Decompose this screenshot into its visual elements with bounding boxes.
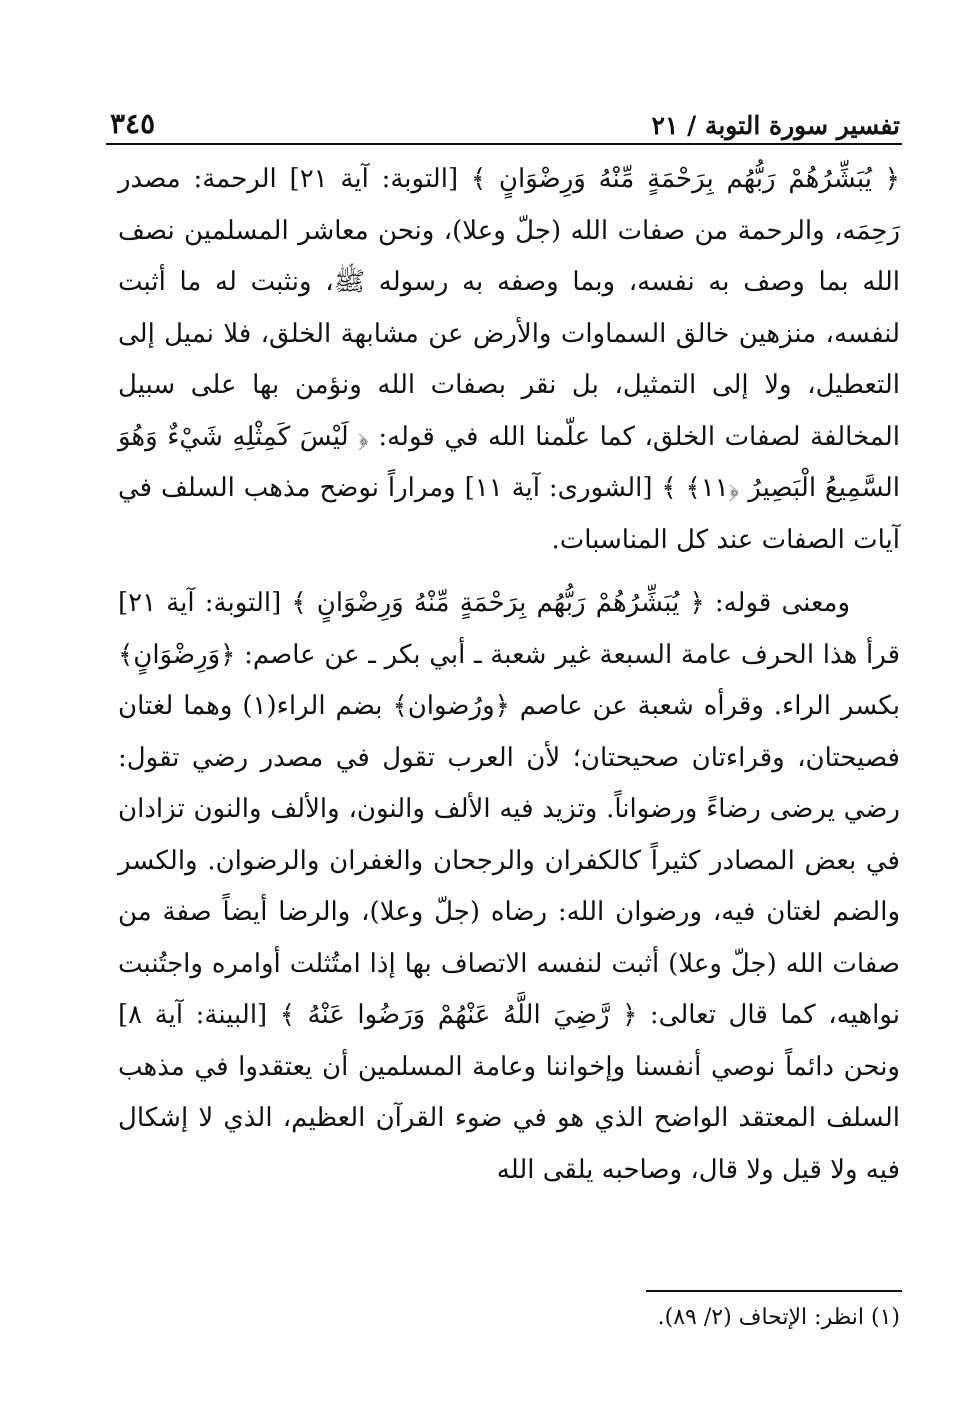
text-line: ومعنى قوله: ﴿ يُبَشِّرُهُمْ رَبُّهُم بِرَحْمَةٍ مِّنْهُ وَرِضْوَانٍ ﴾ [التوبة: <box>204 588 850 618</box>
text-line: لغتان فيه، ورضوان الله: رضاه (جلّ وعلا)، والرضا أيضاً صفة من <box>118 897 822 927</box>
text-line: مشابهة الخلق، فلا نميل إلى التعطيل، ولا إلى التمثيل، بل نقر <box>118 318 900 400</box>
text-line: العظيم، الذي لا إشكال فيه ولا قيل ولا قال، وصاحبه يلقى الله <box>118 1103 900 1185</box>
text-line: عاصم: ﴿وَرِضْوَانٍ﴾ بكسر الراء. وقرأه شعبة عن عاصم ﴿ورُضوان﴾ <box>118 639 901 721</box>
text-line: يعتقدوا في مذهب السلف المعتقد الواضح الذي هو في ضوء القرآن <box>118 1051 900 1133</box>
footnote: (١) انظر: الإتحاف (٢/ ٨٩). <box>657 1305 900 1330</box>
text-line: صفات الله (جلّ وعلا) أثبت لنفسه الاتصاف بها إذا امتُثلت أوامره <box>211 948 900 979</box>
text-line: [الشورى: آية ١١] ومراراً نوضح مذهب السلف في آيات الصفات <box>118 473 900 555</box>
paragraph-1 <box>118 154 900 566</box>
text-line: العرب تقول في مصدر رضي تقول: رضي يرضى رضاءً ورضواناً. <box>118 742 900 824</box>
text-line: ﴿ يُبَشِّرُهُمْ رَبُّهُم بِرَحْمَةٍ مِّنْهُ وَرِضْوَانٍ ﴾ [التوبة: آية ٢١] الرحمة: <box>193 164 900 194</box>
text-line: الله في قوله: ﴿ لَيْسَ كَمِثْلِهِ شَيْءٌ وَهُوَ السَّمِيعُ الْبَصِيرُ ﴿١١﴾ ﴾ <box>118 421 900 503</box>
text-line: بصفات الله ونؤمن بها على سبيل المخالفة لصفات الخلق، كما علّمنا <box>118 370 900 452</box>
body-text <box>118 154 900 1196</box>
text-line: آية ٨] ونحن دائماً نوصي أنفسنا وإخواننا وعامة المسلمين أن <box>118 1000 900 1082</box>
text-line: بضم الراء(١) وهما لغتان فصيحتان، وقراءتان صحيحتان؛ لأن <box>118 691 900 773</box>
paragraph-2 <box>118 578 900 1196</box>
text-line: كثيراً كالكفران والرجحان والغفران والرضوان. والكسر والضم <box>118 845 901 927</box>
page-header <box>110 96 900 140</box>
footnote-divider <box>646 1290 902 1292</box>
text-line: وتزيد فيه الألف والنون، والألف والنون تزادان في بعض المصادر <box>118 794 900 876</box>
text-line: ونثبت له ما أثبت لنفسه، منزهين خالق السماوات والأرض عن <box>118 267 901 349</box>
text-line: المسلمين نصف الله بما وصف به نفسه، وبما وصفه به رسوله ﷺ، <box>118 215 901 297</box>
text-line: واجتُنبت نواهيه، كما قال تعالى: ﴿ رَّضِيَ اللَّهُ عَنْهُمْ وَرَضُوا عَنْهُ ﴾ [البينة: <box>118 948 900 1030</box>
header-divider <box>106 143 902 145</box>
running-title: تفسير سورة التوبة / ٢١ <box>651 111 900 140</box>
text-line: آية ٢١] قرأ هذا الحرف عامة السبعة غير شعبة ـ أبي بكر ـ عن <box>118 588 900 670</box>
text-line: عند كل المناسبات. <box>551 524 754 555</box>
page-number: ٣٤٥ <box>110 107 156 140</box>
text-line: مصدر رَحِمَه، والرحمة من صفات الله (جلّ وعلا)، ونحن معاشر <box>118 164 901 246</box>
